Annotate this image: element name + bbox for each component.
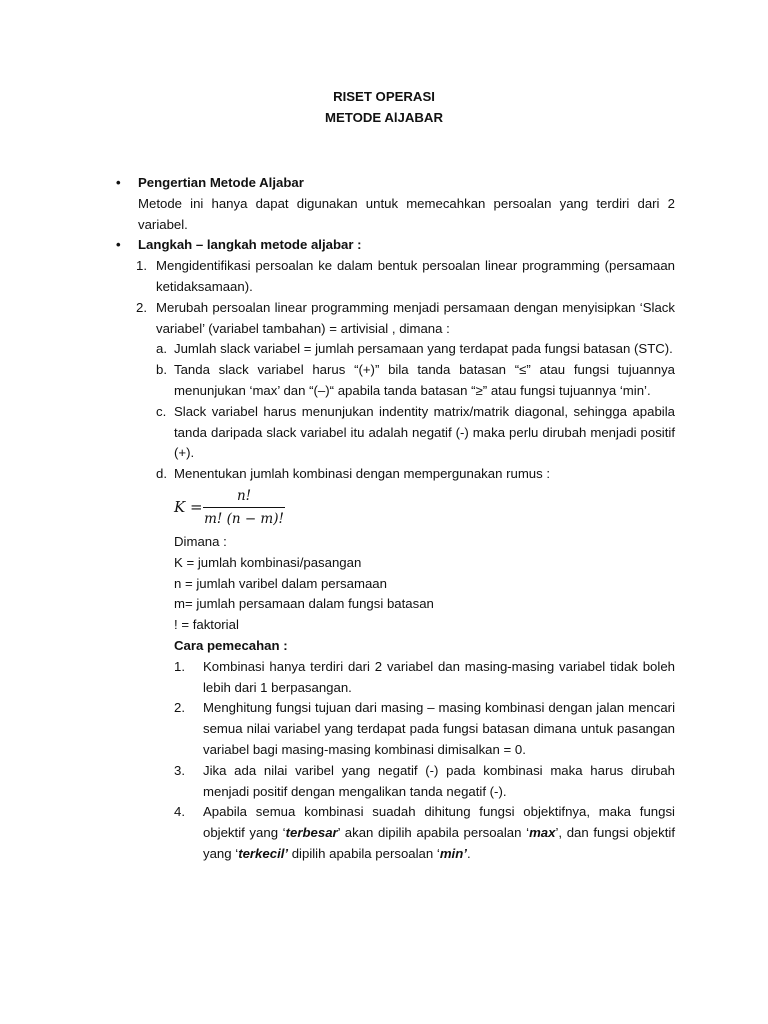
- emphasis-terbesar: terbesar: [285, 825, 338, 841]
- sub-item-b: [114, 360, 675, 402]
- text-run: dipilih apabila persoalan ‘: [288, 845, 440, 861]
- text-run: .: [466, 845, 471, 861]
- sub-item-text: Tanda slack variabel harus “(+)” bila tanda batasan “≤” atau fungsi tujuannya menunjukan ‘max’ dan “(–)“ apabila tanda batasan “≥” atau fungsi tujuannya ‘min’.: [174, 362, 675, 398]
- formula-denominator: m! (n − m)!: [204, 510, 284, 527]
- emphasis-max: max: [529, 825, 556, 841]
- solution-text: Jika ada nilai varibel yang negatif (-) pada kombinasi maka harus dirubah menjadi positif dengan mengalikan tanda negatif (-).: [203, 762, 675, 799]
- sub-item-d: [114, 464, 675, 485]
- sub-item-letter: c.: [156, 403, 167, 419]
- solution-text: [203, 804, 675, 861]
- sub-item-letter: a.: [156, 341, 167, 357]
- sub-item-text: Jumlah slack variabel = jumlah persamaan yang terdapat pada fungsi batasan (STC).: [174, 341, 673, 357]
- formula-lhs: K =: [174, 497, 203, 516]
- step-text: Merubah persoalan linear programming menjadi persamaan dengan menyisipkan ‘Slack variabel’ (variabel tambahan) = artivisial , dimana :: [156, 299, 675, 336]
- section-heading-langkah: • Langkah – langkah metode aljabar :: [114, 235, 675, 256]
- solution-label: Cara pemecahan :: [174, 637, 288, 653]
- sub-item-c: [114, 402, 675, 464]
- text-run: Apabila semua kombinasi suadah dihitung fungsi objektifnya, maka fungsi objektif yang ‘: [203, 804, 675, 841]
- sub-item-letter: d.: [156, 466, 167, 482]
- step-2: [114, 298, 675, 340]
- solution-step-3: [114, 761, 675, 803]
- where-m: m= jumlah persamaan dalam fungsi batasan: [174, 596, 434, 612]
- solution-number: 1.: [174, 658, 185, 674]
- formula-fraction: [203, 486, 285, 529]
- step-number: 2.: [136, 299, 147, 315]
- step-1: [114, 256, 675, 298]
- step-text: Mengidentifikasi persoalan ke dalam bentuk persoalan linear programming (persamaan ketidaksamaan).: [156, 258, 675, 294]
- solution-number: 2.: [174, 700, 185, 716]
- emphasis-min: min’: [439, 845, 467, 861]
- solution-number: 4.: [174, 804, 185, 820]
- solution-step-2: [114, 698, 675, 760]
- solution-number: 3.: [174, 762, 185, 778]
- emphasis-terkecil: terkecil’: [238, 845, 289, 861]
- where-n: n = jumlah varibel dalam persamaan: [174, 575, 387, 591]
- sub-item-a: [114, 339, 675, 360]
- document-title: RISET OPERASI: [333, 89, 435, 104]
- formula-numerator: n!: [236, 487, 252, 504]
- section-body-pengertian: Metode ini hanya dapat digunakan untuk memecahkan persoalan yang terdiri dari 2 variabel.: [138, 195, 675, 232]
- solution-text: Kombinasi hanya terdiri dari 2 variabel dan masing-masing variabel tidak boleh lebih dari 1 berpasangan.: [203, 658, 675, 695]
- step-number: 1.: [136, 258, 147, 274]
- sub-item-text: Slack variabel harus menunjukan indentity matrix/matrik diagonal, sehingga apabila tanda daripada slack variabel itu adalah negatif (-) maka perlu dirubah menjadi positif (+).: [174, 403, 675, 461]
- solution-step-4: [114, 802, 675, 864]
- fraction-bar: [203, 507, 285, 508]
- document-content: [114, 173, 675, 865]
- text-run: ’ akan dipilih apabila persoalan ‘: [337, 825, 530, 841]
- combination-formula: [114, 486, 675, 530]
- solution-step-1: [114, 657, 675, 699]
- sub-item-letter: b.: [156, 362, 167, 378]
- document-subtitle: METODE AlJABAR: [325, 110, 443, 125]
- section-heading-pengertian: • Pengertian Metode Aljabar: [114, 173, 675, 194]
- where-k: K = jumlah kombinasi/pasangan: [174, 554, 362, 570]
- where-label: Dimana :: [174, 533, 227, 549]
- text-run: ’, dan fungsi objektif yang ‘: [203, 825, 675, 861]
- sub-item-text: Menentukan jumlah kombinasi dengan mempergunakan rumus :: [174, 466, 551, 482]
- solution-text: Menghitung fungsi tujuan dari masing – masing kombinasi dengan jalan mencari semua nilai variabel yang terdapat pada fungsi batasan dimana untuk pasangan variabel bagi masing-masing kombinasi dimisalkan = 0.: [203, 700, 675, 757]
- where-factorial: ! = faktorial: [174, 617, 239, 633]
